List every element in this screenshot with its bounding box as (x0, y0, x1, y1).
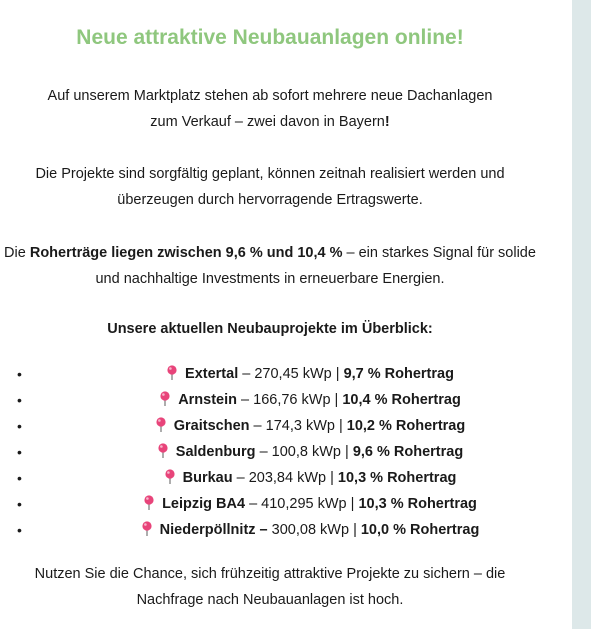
bullet: • (17, 522, 22, 538)
project-name: Arnstein (178, 392, 238, 408)
headline: Neue attraktive Neubauanlagen online! (76, 26, 464, 49)
round-pushpin-icon (159, 391, 171, 406)
sidebar-strip (572, 0, 591, 629)
closing-paragraph (0, 561, 550, 613)
project-body (40, 413, 580, 439)
intro-line-2-text: zum Verkauf – zwei davon in Bayern (150, 114, 385, 130)
project-name: Niederpöllnitz – (159, 522, 268, 538)
round-pushpin-icon (164, 469, 176, 484)
project-list (0, 361, 572, 543)
project-yield: 9,7 % Rohertrag (343, 366, 454, 382)
project-item (0, 517, 572, 543)
project-body (40, 361, 580, 387)
round-pushpin-icon (155, 417, 167, 432)
project-item (0, 465, 572, 491)
yield-suffix: – ein starkes Signal für solide (342, 245, 536, 261)
overview-heading: Unsere aktuellen Neubauprojekte im Überblick: (107, 321, 433, 337)
project-yield: 10,4 % Rohertrag (342, 392, 461, 408)
project-power: 166,76 kWp | (253, 392, 343, 408)
project-yield: 10,3 % Rohertrag (358, 496, 477, 512)
project-yield: 10,0 % Rohertrag (360, 522, 480, 538)
round-pushpin-icon (157, 443, 169, 458)
project-power: 410,295 kWp | (261, 496, 359, 512)
project-yield: 9,6 % Rohertrag (352, 444, 464, 460)
bullet: • (17, 496, 22, 512)
round-pushpin-icon (141, 521, 153, 536)
project-name: Burkau (182, 470, 233, 486)
yield-line-1 (0, 240, 560, 266)
project-body (40, 491, 580, 517)
project-body (40, 465, 580, 491)
project-power: 203,84 kWp | (248, 470, 338, 486)
project-separator: – (238, 366, 255, 382)
project-name: Graitschen (173, 418, 250, 434)
planning-line-2: überzeugen durch hervorragende Ertragswerte. (117, 192, 423, 208)
project-item (0, 413, 572, 439)
project-yield: 10,2 % Rohertrag (346, 418, 466, 434)
project-item (0, 387, 572, 413)
project-item (0, 439, 572, 465)
round-pushpin-icon (166, 365, 178, 380)
project-body (40, 439, 580, 465)
project-item (0, 491, 572, 517)
project-power: 100,8 kWp | (271, 444, 353, 460)
bullet: • (17, 470, 22, 486)
yield-emphasis: Roherträge liegen zwischen 9,6 % und 10,4 % (29, 245, 343, 261)
project-power: 300,08 kWp | (271, 522, 361, 538)
planning-paragraph (0, 161, 550, 213)
project-body (40, 517, 580, 543)
bullet: • (17, 418, 22, 434)
project-name: Saldenburg (175, 444, 256, 460)
project-separator: – (249, 418, 266, 434)
intro-line-2 (0, 109, 550, 135)
closing-line-1: Nutzen Sie die Chance, sich frühzeitig attraktive Projekte zu sichern – die (34, 566, 506, 582)
bullet: • (17, 366, 22, 382)
project-body (40, 387, 580, 413)
planning-line-1: Die Projekte sind sorgfältig geplant, können zeitnah realisiert werden und (35, 166, 505, 182)
project-power: 174,3 kWp | (265, 418, 347, 434)
intro-paragraph (0, 83, 550, 135)
bullet: • (17, 392, 22, 408)
project-power: 270,45 kWp | (254, 366, 344, 382)
project-separator: – (232, 470, 249, 486)
project-name: Extertal (185, 366, 239, 382)
yield-line-2: und nachhaltige Investments in erneuerbare Energien. (95, 271, 445, 287)
yield-prefix: Die (4, 245, 30, 261)
project-separator: – (245, 496, 262, 512)
project-item (0, 361, 572, 387)
intro-line-1: Auf unserem Marktplatz stehen ab sofort mehrere neue Dachanlagen (47, 88, 493, 104)
project-yield: 10,3 % Rohertrag (337, 470, 457, 486)
project-name: Leipzig BA4 (162, 496, 246, 512)
project-separator: – (237, 392, 254, 408)
round-pushpin-icon (143, 495, 155, 510)
closing-line-2: Nachfrage nach Neubauanlagen ist hoch. (136, 592, 404, 608)
intro-line-2-emphasis: ! (384, 114, 390, 130)
project-separator: – (255, 444, 272, 460)
yield-paragraph (0, 240, 560, 292)
bullet: • (17, 444, 22, 460)
